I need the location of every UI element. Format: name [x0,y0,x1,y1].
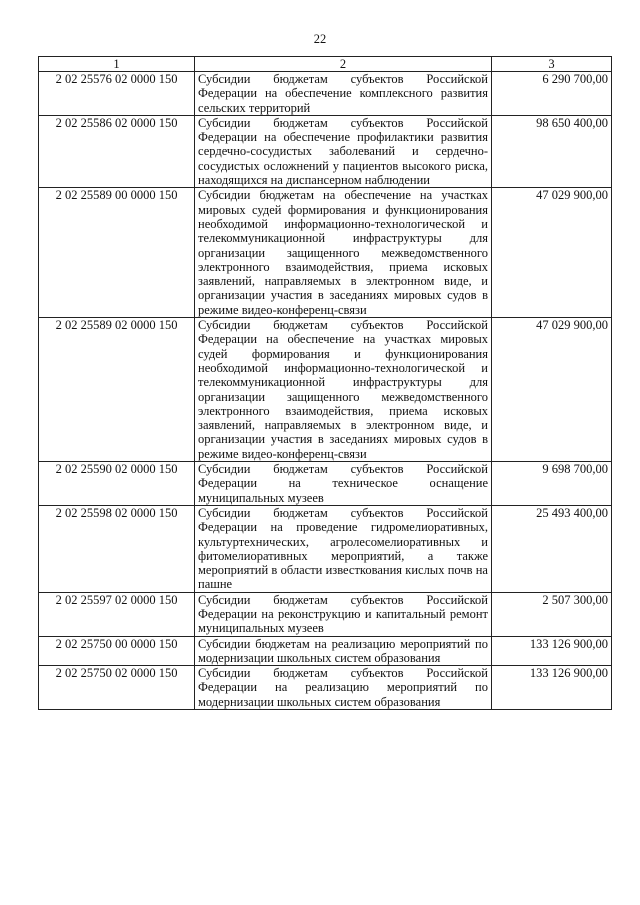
table-row [39,666,612,710]
description-cell: Субсидии бюджетам субъектов Российской Федерации на обеспечение на участках мировых судей формирования и функционирования необходимой информационно-технологической и телекоммуникационной инфраструктуры для организации защищенного межведомственного электронного взаимодействия, приема исковых заявлений, направляемых в электронном виде, и организации участия в заседаниях мировых судов в режиме видео-конференц-связи [195,318,492,462]
budget-code-cell: 2 02 25589 02 0000 150 [39,318,195,462]
table-row [39,72,612,116]
budget-code-cell: 2 02 25750 00 0000 150 [39,636,195,666]
description-cell: Субсидии бюджетам субъектов Российской Федерации на реконструкцию и капитальный ремонт муниципальных музеев [195,592,492,636]
description-cell: Субсидии бюджетам на реализацию мероприятий по модернизации школьных систем образования [195,636,492,666]
amount-cell: 47 029 900,00 [492,318,612,462]
amount-cell: 9 698 700,00 [492,462,612,506]
description-cell: Субсидии бюджетам субъектов Российской Федерации на проведение гидромелиоративных, культуртехнических, агролесомелиоративных и фитомелиоративных мероприятий, а также мероприятий в области известкования кислых почв на пашне [195,505,492,592]
amount-cell: 6 290 700,00 [492,72,612,116]
budget-code-cell: 2 02 25589 00 0000 150 [39,188,195,318]
amount-cell: 133 126 900,00 [492,636,612,666]
page-number: 22 [313,32,327,46]
amount-cell: 47 029 900,00 [492,188,612,318]
table-row [39,188,612,318]
budget-revenue-table [38,56,612,710]
description-cell: Субсидии бюджетам субъектов Российской Федерации на техническое оснащение муниципальных музеев [195,462,492,506]
budget-code-cell: 2 02 25597 02 0000 150 [39,592,195,636]
table-header-row [39,57,612,72]
table-row [39,462,612,506]
amount-cell: 98 650 400,00 [492,115,612,187]
column-header-amount: 3 [492,57,612,72]
table-row [39,636,612,666]
description-cell: Субсидии бюджетам субъектов Российской Федерации на обеспечение профилактики развития сердечно-сосудистых заболеваний и сердечно-сосудистых осложнений у пациентов высокого риска, находящихся на диспансерном наблюдении [195,115,492,187]
table-row [39,505,612,592]
budget-code-cell: 2 02 25576 02 0000 150 [39,72,195,116]
amount-cell: 2 507 300,00 [492,592,612,636]
column-header-code: 1 [39,57,195,72]
description-cell: Субсидии бюджетам субъектов Российской Федерации на реализацию мероприятий по модернизации школьных систем образования [195,666,492,710]
amount-cell: 133 126 900,00 [492,666,612,710]
budget-code-cell: 2 02 25598 02 0000 150 [39,505,195,592]
table-row [39,318,612,462]
budget-code-cell: 2 02 25590 02 0000 150 [39,462,195,506]
table-row [39,592,612,636]
description-cell: Субсидии бюджетам на обеспечение на участках мировых судей формирования и функционирования необходимой информационно-технологической и телекоммуникационной инфраструктуры для организации защищенного межведомственного электронного взаимодействия, приема исковых заявлений, направляемых в электронном виде, и организации участия в заседаниях мировых судов в режиме видео-конференц-связи [195,188,492,318]
budget-code-cell: 2 02 25750 02 0000 150 [39,666,195,710]
table-row [39,115,612,187]
amount-cell: 25 493 400,00 [492,505,612,592]
description-cell: Субсидии бюджетам субъектов Российской Федерации на обеспечение комплексного развития сельских территорий [195,72,492,116]
column-header-description: 2 [195,57,492,72]
budget-code-cell: 2 02 25586 02 0000 150 [39,115,195,187]
